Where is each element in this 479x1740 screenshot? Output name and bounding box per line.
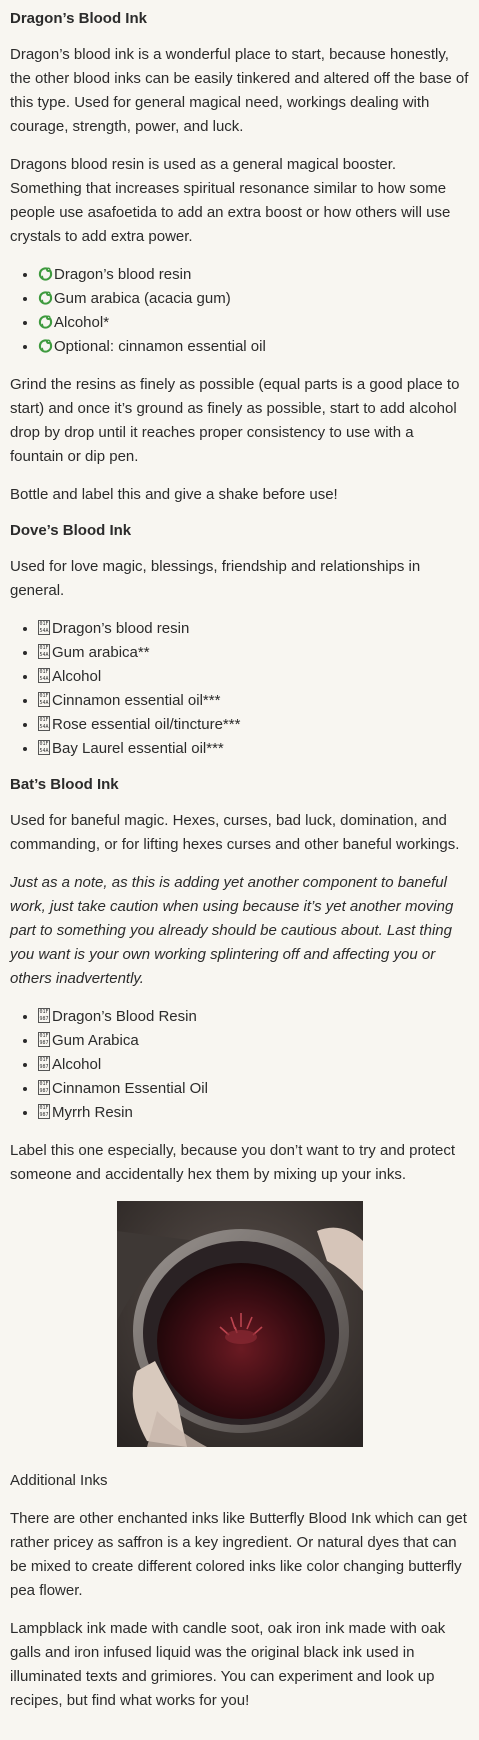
list-item-label: Bay Laurel essential oil*** bbox=[52, 740, 224, 757]
missing-glyph-icon: 01F 54A bbox=[39, 645, 49, 658]
list-item bbox=[38, 617, 469, 641]
list-item-label: Rose essential oil/tincture*** bbox=[52, 716, 241, 733]
list-item-label: Gum arabica** bbox=[52, 644, 150, 661]
list-item bbox=[38, 1101, 469, 1125]
missing-glyph-icon: 01F 54A bbox=[39, 717, 49, 730]
ingredient-list-dragon bbox=[10, 263, 469, 359]
missing-glyph-icon: 01F 54A bbox=[39, 741, 49, 754]
dragon-emoji-icon bbox=[38, 266, 53, 281]
italic-note: Just as a note, as this is adding yet another component to baneful work, just take caution when using because it’s yet another moving part to something you already should be cautious about. Last thing you want is your own working splintering off and affecting you or others inadvertently. bbox=[10, 874, 454, 987]
paragraph: Label this one especially, because you don’t want to try and protect someone and accidentally hex them by mixing up your inks. bbox=[10, 1142, 455, 1183]
paragraph: Grind the resins as finely as possible (equal parts is a good place to start) and once it’s ground as finely as possible, start to add alcohol drop by drop until it reaches proper consistency to use with a fountain or dip pen. bbox=[10, 376, 460, 465]
missing-glyph-icon: 01F 987 bbox=[39, 1033, 49, 1046]
paragraph: Dragons blood resin is used as a general magical booster. Something that increases spiritual resonance similar to how some people use asafoetida to add an extra boost or how others will use crystals to add extra power. bbox=[10, 156, 451, 245]
list-item bbox=[38, 1053, 469, 1077]
list-item bbox=[38, 1005, 469, 1029]
list-item bbox=[38, 641, 469, 665]
missing-glyph-icon: 01F 54A bbox=[39, 669, 49, 682]
missing-glyph-icon: 01F 987 bbox=[39, 1105, 49, 1118]
paragraph: Used for baneful magic. Hexes, curses, bad luck, domination, and commanding, or for lifting hexes curses and other baneful workings. bbox=[10, 812, 460, 853]
list-item bbox=[38, 263, 469, 287]
paragraph: Used for love magic, blessings, friendship and relationships in general. bbox=[10, 558, 421, 599]
ink-bowl-photo bbox=[117, 1201, 363, 1447]
dragon-emoji-icon bbox=[38, 290, 53, 305]
heading-bats-blood-ink: Bat’s Blood Ink bbox=[10, 776, 119, 793]
ingredient-list-bat bbox=[10, 1005, 469, 1125]
list-item bbox=[38, 1077, 469, 1101]
missing-glyph-icon: 01F 987 bbox=[39, 1057, 49, 1070]
list-item-label: Dragon’s Blood Resin bbox=[52, 1008, 197, 1025]
list-item-label: Dragon’s blood resin bbox=[54, 266, 192, 283]
heading-doves-blood-ink: Dove’s Blood Ink bbox=[10, 522, 132, 539]
section-heading-additional-inks: Additional Inks bbox=[10, 1472, 108, 1489]
paragraph: Bottle and label this and give a shake before use! bbox=[10, 486, 338, 503]
missing-glyph-icon: 01F 54A bbox=[39, 621, 49, 634]
list-item-label: Dragon’s blood resin bbox=[52, 620, 190, 637]
list-item-label: Gum Arabica bbox=[52, 1032, 139, 1049]
list-item-label: Cinnamon essential oil*** bbox=[52, 692, 221, 709]
list-item bbox=[38, 689, 469, 713]
dragon-emoji-icon bbox=[38, 338, 53, 353]
ink-bowl-illustration bbox=[117, 1201, 363, 1447]
list-item bbox=[38, 287, 469, 311]
list-item-label: Optional: cinnamon essential oil bbox=[54, 338, 266, 355]
list-item-label: Cinnamon Essential Oil bbox=[52, 1080, 208, 1097]
image-container bbox=[10, 1201, 469, 1455]
list-item-label: Alcohol* bbox=[54, 314, 110, 331]
list-item bbox=[38, 311, 469, 335]
paragraph: Dragon’s blood ink is a wonderful place to start, because honestly, the other blood inks can be easily tinkered and altered off the base of this type. Used for general magical need, workings dealing with courage, strength, power, and luck. bbox=[10, 46, 469, 135]
missing-glyph-icon: 01F 987 bbox=[39, 1009, 49, 1022]
heading-dragons-blood-ink: Dragon’s Blood Ink bbox=[10, 10, 147, 27]
paragraph: Lampblack ink made with candle soot, oak iron ink made with oak galls and iron infused liquid was the original black ink used in illuminated texts and grimiores. You can experiment and look up recipes, but find what works for you! bbox=[10, 1620, 446, 1709]
missing-glyph-icon: 01F 54A bbox=[39, 693, 49, 706]
list-item bbox=[38, 335, 469, 359]
list-item-label: Alcohol bbox=[52, 668, 102, 685]
list-item bbox=[38, 1029, 469, 1053]
paragraph: There are other enchanted inks like Butterfly Blood Ink which can get rather pricey as saffron is a key ingredient. Or natural dyes that can be mixed to create different colored inks like color changing butterfly pea flower. bbox=[10, 1510, 467, 1599]
list-item bbox=[38, 665, 469, 689]
list-item-label: Gum arabica (acacia gum) bbox=[54, 290, 231, 307]
list-item bbox=[38, 737, 469, 761]
dragon-emoji-icon bbox=[38, 314, 53, 329]
list-item-label: Alcohol bbox=[52, 1056, 102, 1073]
list-item bbox=[38, 713, 469, 737]
list-item-label: Myrrh Resin bbox=[52, 1104, 133, 1121]
missing-glyph-icon: 01F 987 bbox=[39, 1081, 49, 1094]
ingredient-list-dove bbox=[10, 617, 469, 761]
